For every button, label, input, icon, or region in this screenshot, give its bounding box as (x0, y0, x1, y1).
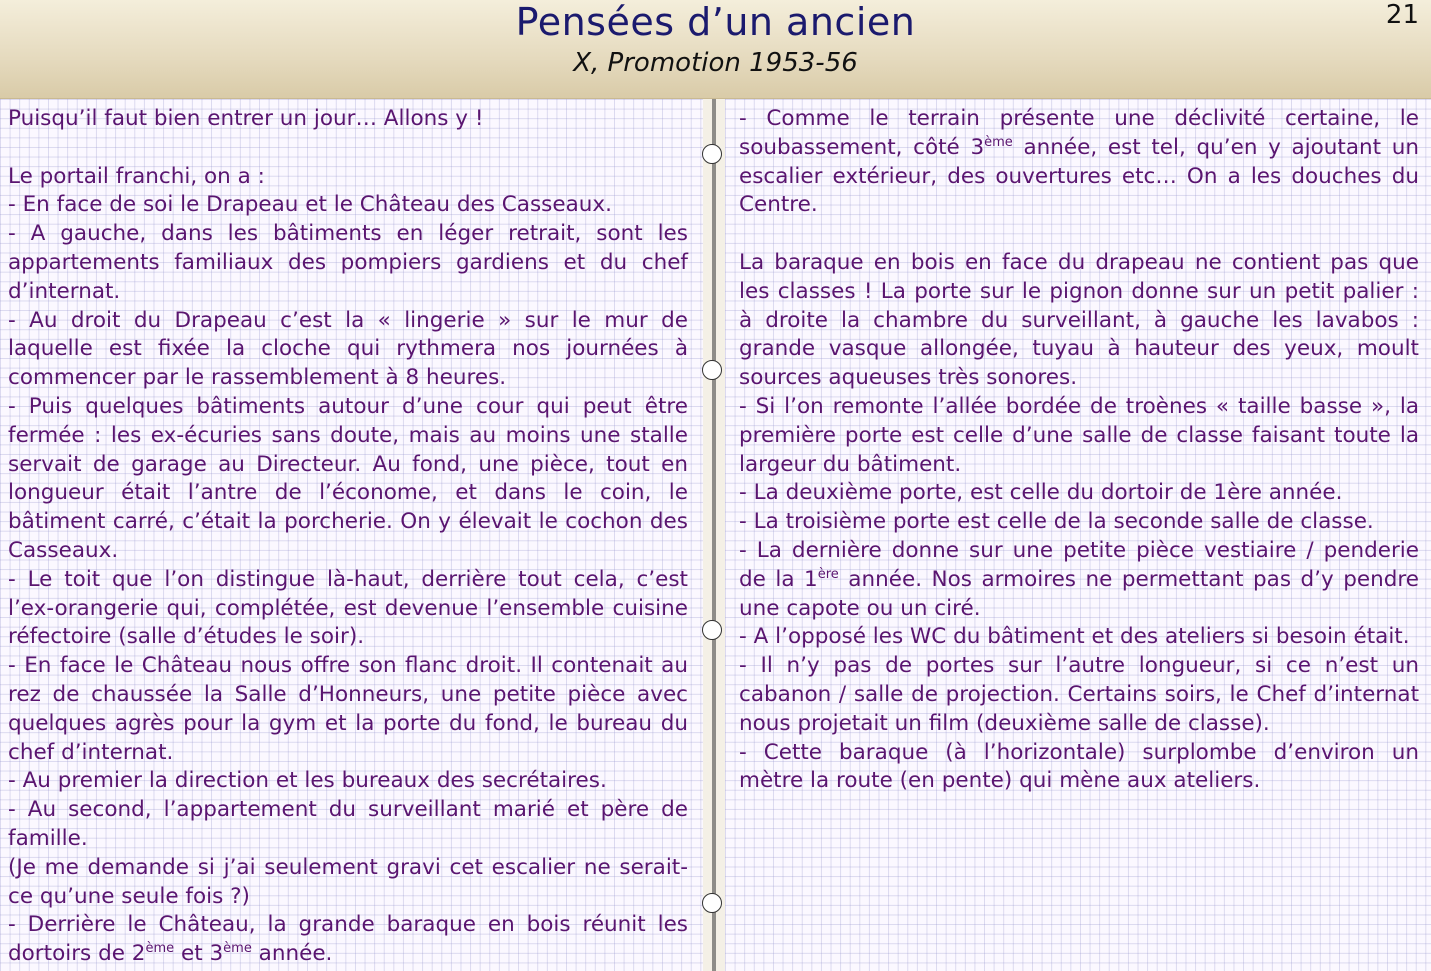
left-text-column (8, 105, 688, 969)
superscript: ème (223, 940, 252, 956)
paragraph: - La troisième porte est celle de la seconde salle de classe. (739, 509, 1374, 535)
paragraph: - En face le Château nous offre son flanc droit. Il contenait au rez de chaussée la Salle d’Honneurs, une petite pièce avec quelques agrès pour la gym et la porte du fond, le bureau du chef d’internat. (8, 653, 688, 765)
paragraph: Le portail franchi, on a : (8, 163, 265, 189)
superscript: ème (145, 940, 175, 956)
paragraph-text: année, est tel, qu’en y ajoutant un escalier extérieur, des ouvertures etc… On a les douches du Centre. (739, 134, 1419, 218)
binder-ring-hole (702, 360, 722, 380)
page-number: 21 (1385, 0, 1419, 30)
blank-line (8, 134, 688, 163)
paragraph-text: - Derrière le Château, la grande baraque en bois réunit les dortoirs de 2 (8, 912, 688, 967)
paragraph: - Au premier la direction et les bureaux des secrétaires. (8, 768, 607, 794)
paragraph (739, 105, 1419, 220)
paragraph: - A gauche, dans les bâtiments en léger retrait, sont les appartements familiaux des pompiers gardiens et du chef d’internat. (8, 221, 688, 304)
paragraph (739, 537, 1419, 623)
paragraph: - Cette baraque (à l’horizontale) surplombe d’environ un mètre la route (en pente) qui mène aux ateliers. (739, 739, 1419, 794)
paragraph-text: - Comme le terrain présente une déclivité certaine, le soubassement, côté 3 (739, 106, 1419, 160)
binder-ring-hole (702, 144, 722, 164)
paragraph: - Il n’y pas de portes sur l’autre longueur, si ce n’est un cabanon / salle de projection. Certains soirs, le Chef d’internat nous projetait un film (deuxième salle de classe). (739, 653, 1419, 736)
paragraph: - La deuxième porte, est celle du dortoir de 1ère année. (739, 480, 1343, 506)
paragraph: (Je me demande si j’ai seulement gravi cet escalier ne serait-ce qu’une seule fois ?) (8, 854, 688, 909)
paragraph: La baraque en bois en face du drapeau ne contient pas que les classes ! La porte sur le pignon donne sur un petit palier : à droite la chambre du surveillant, à gauche les lavabos : grande vasque allongée, tuyau à hauteur des yeux, moult sources aqueuses très sonores. (739, 249, 1419, 391)
paragraph: Puisqu’il faut bien entrer un jour… Allons y ! (8, 106, 484, 131)
spine-fold-line (712, 99, 716, 971)
header-banner (0, 0, 1431, 99)
paragraph: - Si l’on remonte l’allée bordée de troènes « taille basse », la première porte est celle d’une salle de classe faisant toute la largeur du bâtiment. (739, 393, 1419, 477)
paragraph: - A l’opposé les WC du bâtiment et des ateliers si besoin était. (739, 624, 1410, 650)
superscript: ère (817, 566, 839, 582)
paragraph: - Puis quelques bâtiments autour d’une cour qui peut être fermée : les ex-écuries sans doute, mais au moins une stalle servait de garage au Directeur. Au fond, une pièce, tout en longueur était l’antre de l’économe, et dans le coin, le bâtiment carré, c’était la porcherie. On y élevait le cochon des Casseaux. (8, 393, 688, 563)
paragraph-text: année. (251, 941, 333, 967)
blank-line (739, 220, 1419, 249)
paragraph (8, 911, 688, 969)
paragraph-text: - La dernière donne sur une petite pièce vestiaire / penderie de la 1 (739, 537, 1419, 592)
page-title: Pensées d’un ancien (515, 0, 916, 44)
paragraph: - En face de soi le Drapeau et le Château des Casseaux. (8, 192, 612, 218)
paragraph: - Au droit du Drapeau c’est la « lingerie » sur le mur de laquelle est fixée la cloche qui rythmera nos journées à commencer par le rassemblement à 8 heures. (8, 307, 688, 391)
paragraph: - Le toit que l’on distingue là-haut, derrière tout cela, c’est l’ex-orangerie qui, complétée, est devenue l’ensemble cuisine réfectoire (salle d’études le soir). (8, 566, 688, 650)
binder-ring-hole (702, 893, 722, 913)
paragraph-text: et 3 (174, 941, 224, 967)
binder-ring-hole (702, 620, 722, 640)
superscript: ème (984, 134, 1013, 150)
paragraph-text: année. Nos armoires ne permettant pas d’y pendre une capote ou un ciré. (739, 566, 1419, 621)
right-text-column (739, 105, 1419, 796)
paragraph: - Au second, l’appartement du surveillant marié et père de famille. (8, 797, 688, 851)
page-subtitle: X, Promotion 1953-56 (573, 48, 858, 78)
